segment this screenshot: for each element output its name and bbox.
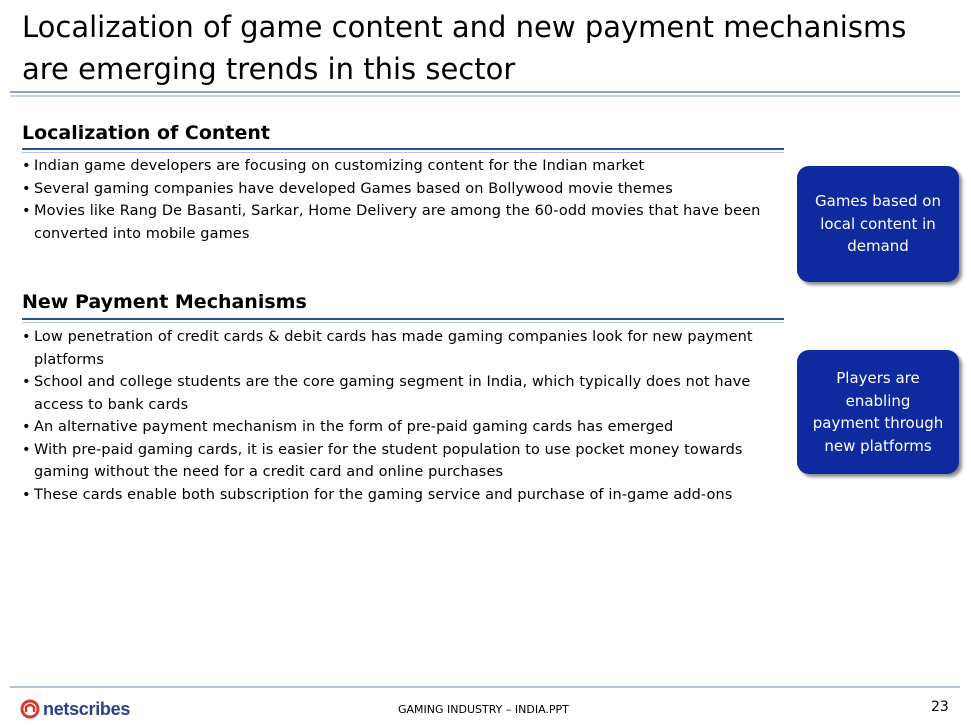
section-divider (22, 148, 784, 150)
callout-payment-platforms: Players are enabling payment through new platforms (797, 350, 959, 474)
list-item: • Low penetration of credit cards & debit cards has made gaming companies look for new payment platforms (22, 326, 782, 371)
bullet-icon: • (22, 419, 31, 435)
netscribes-logo-icon (20, 699, 40, 719)
list-item: • Indian game developers are focusing on customizing content for the Indian market (22, 155, 782, 178)
bullet-list-localization (22, 155, 782, 245)
bullet-icon: • (22, 374, 31, 390)
list-item: • These cards enable both subscription for the gaming service and purchase of in-game add-ons (22, 484, 782, 507)
bullet-list-payment (22, 326, 782, 506)
section-divider-light (22, 152, 784, 153)
section-heading-payment: New Payment Mechanisms (22, 291, 307, 313)
section-divider-light (22, 322, 784, 323)
page-number: 23 (931, 699, 949, 715)
netscribes-logo (20, 697, 130, 721)
title-divider-light (10, 95, 960, 97)
list-item: • Several gaming companies have developed Games based on Bollywood movie themes (22, 178, 782, 201)
list-item: • Movies like Rang De Basanti, Sarkar, Home Delivery are among the 60-odd movies that have been converted into mobile games (22, 200, 782, 245)
bullet-icon: • (22, 158, 31, 174)
bullet-icon: • (22, 203, 31, 219)
footer-divider (10, 686, 960, 688)
title-divider (10, 91, 960, 93)
list-item: • With pre-paid gaming cards, it is easier for the student population to use pocket money towards gaming without the need for a credit card and online purchases (22, 439, 782, 484)
callout-local-content: Games based on local content in demand (797, 166, 959, 282)
footer-document-name: GAMING INDUSTRY – INDIA.PPT (398, 703, 569, 716)
bullet-icon: • (22, 441, 31, 458)
section-divider (22, 318, 784, 320)
list-item: • An alternative payment mechanism in the form of pre-paid gaming cards has emerged (22, 416, 782, 439)
logo-wordmark: netscribes (43, 698, 131, 719)
bullet-icon: • (22, 329, 31, 345)
list-item: • School and college students are the core gaming segment in India, which typically does not have access to bank cards (22, 371, 782, 416)
bullet-icon: • (22, 180, 31, 197)
slide-title: Localization of game content and new payment mechanisms are emerging trends in this sector (22, 10, 907, 86)
bullet-icon: • (22, 486, 31, 503)
section-heading-localization: Localization of Content (22, 122, 270, 144)
